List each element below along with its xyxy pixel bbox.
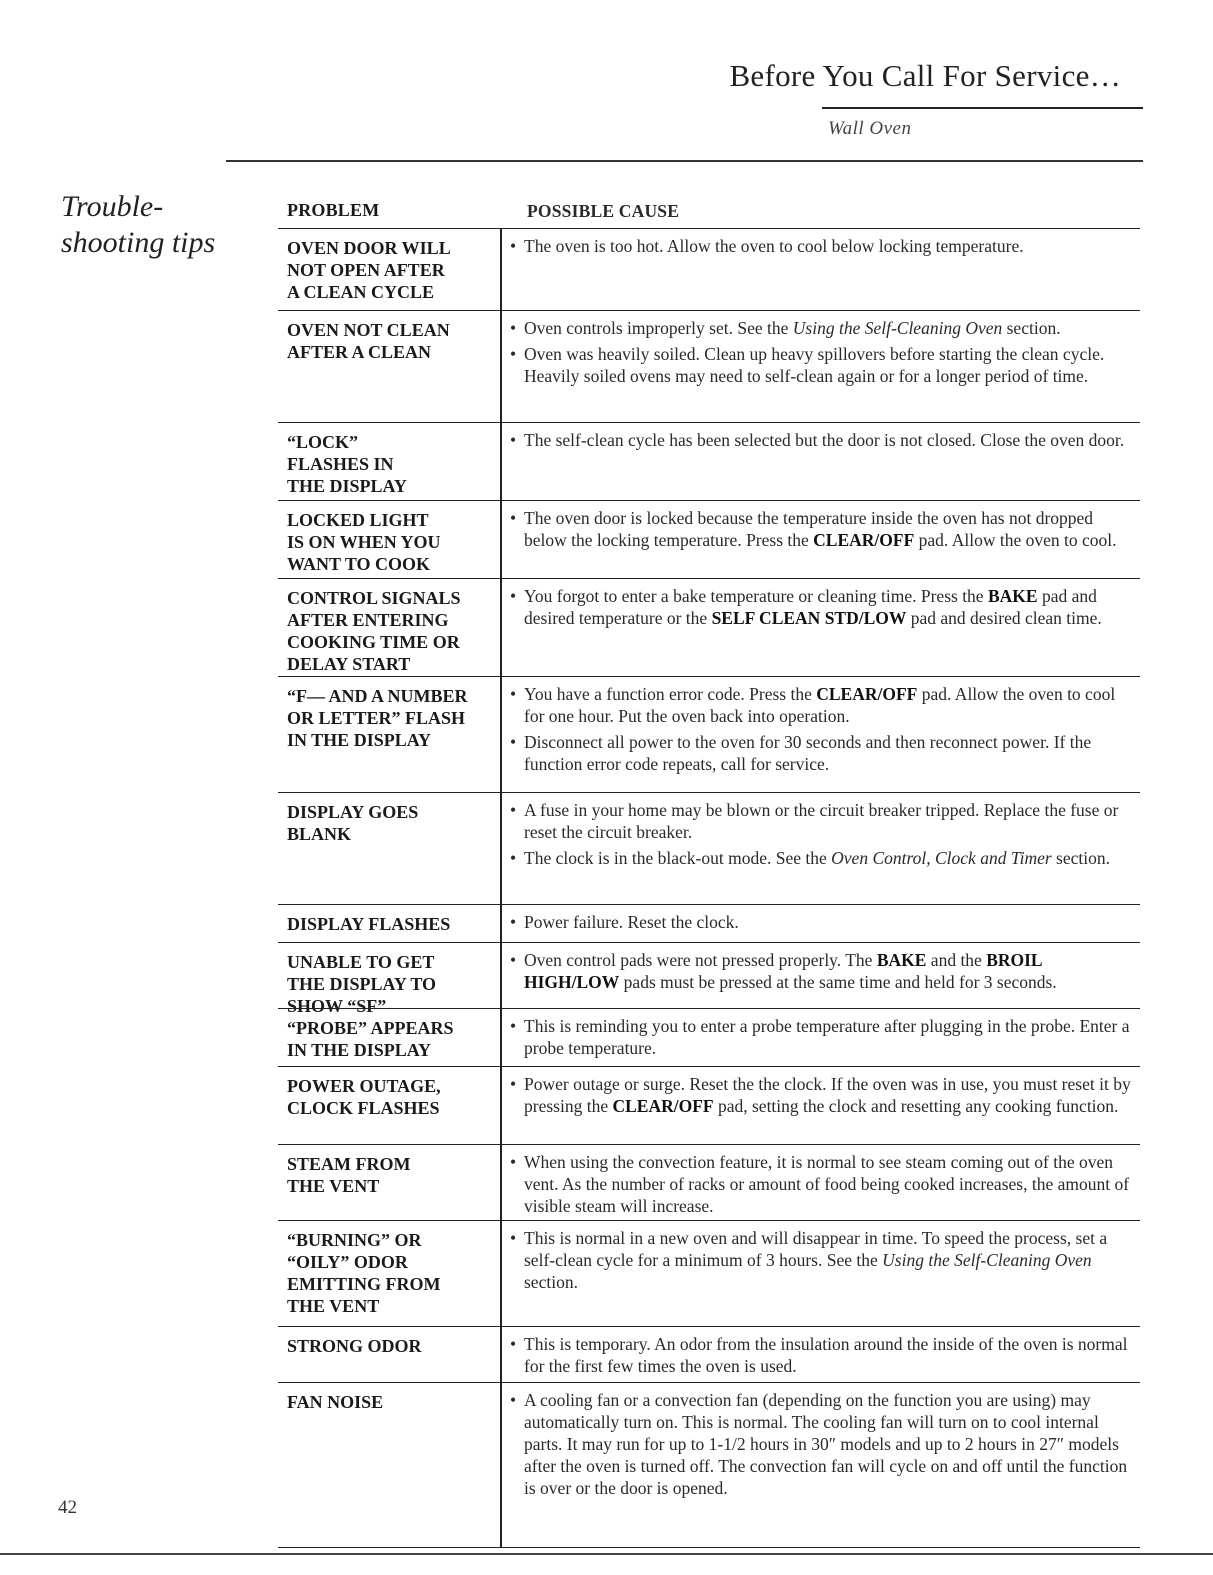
table-row <box>278 578 1140 676</box>
problem-label: “F— AND A NUMBER OR LETTER” FLASH IN THE DISPLAY <box>287 686 468 750</box>
bold-key-label: BAKE <box>987 586 1038 606</box>
cause-list <box>508 585 1133 633</box>
cause-item <box>508 949 1133 993</box>
bullet-icon: • <box>510 344 517 364</box>
cause-text: Oven control pads were not pressed properly. The <box>524 950 877 970</box>
bullet-icon: • <box>510 1228 517 1248</box>
cause-list <box>508 1227 1133 1297</box>
table-row <box>278 792 1140 904</box>
cause-list <box>508 317 1133 391</box>
problem-label: UNABLE TO GET THE DISPLAY TO SHOW “SF” <box>287 952 437 1016</box>
bullet-icon: • <box>510 684 517 704</box>
cause-text: and the <box>926 950 987 970</box>
cause-column-header: POSSIBLE CAUSE <box>527 201 680 221</box>
cause-item <box>508 585 1133 629</box>
table-row <box>278 1008 1140 1066</box>
problem-label: OVEN DOOR WILL NOT OPEN AFTER A CLEAN CYCLE <box>287 238 451 302</box>
cause-list <box>508 683 1133 779</box>
cause-list <box>508 507 1133 555</box>
problem-label: LOCKED LIGHT IS ON WHEN YOU WANT TO COOK <box>287 510 441 574</box>
cause-item <box>508 317 1133 339</box>
table-row <box>278 1144 1140 1220</box>
problem-label: OVEN NOT CLEAN AFTER A CLEAN <box>287 320 450 362</box>
table-row <box>278 1326 1140 1382</box>
cause-text: pad and desired temperature or the <box>524 586 1097 628</box>
italic-reference: Oven Control, Clock and Timer <box>831 848 1052 868</box>
bullet-icon: • <box>510 800 517 820</box>
cause-text: Power outage or surge. Reset the the clock. If the oven was in use, you must reset it by pressing the <box>524 1074 1131 1116</box>
cause-item <box>508 1151 1133 1217</box>
bullet-icon: • <box>510 1152 517 1172</box>
column-divider <box>500 793 502 904</box>
cause-list <box>508 949 1133 997</box>
top-divider <box>226 160 1143 162</box>
table-row <box>278 904 1140 942</box>
italic-reference: Using the Self-Cleaning Oven <box>792 318 1003 338</box>
cause-text: pads must be pressed at the same time and held for 3 seconds. <box>619 972 1057 992</box>
column-divider <box>500 1009 502 1066</box>
cause-text: This is reminding you to enter a probe temperature after plugging in the probe. Enter a probe temperature. <box>524 1016 1130 1058</box>
cause-item <box>508 1333 1133 1377</box>
cause-text: A fuse in your home may be blown or the circuit breaker tripped. Replace the fuse or reset the circuit breaker. <box>524 800 1119 842</box>
column-divider <box>500 501 502 578</box>
section-title <box>61 189 215 261</box>
cause-item <box>508 683 1133 727</box>
cause-text: section. <box>524 1272 578 1292</box>
column-divider <box>500 905 502 942</box>
cause-text: The self-clean cycle has been selected but the door is not closed. Close the oven door. <box>524 430 1125 450</box>
cause-list <box>508 1389 1133 1503</box>
bullet-icon: • <box>510 508 517 528</box>
problem-label: POWER OUTAGE, CLOCK FLASHES <box>287 1076 441 1118</box>
cause-item <box>508 731 1133 775</box>
problem-label: “LOCK” FLASHES IN THE DISPLAY <box>287 432 407 496</box>
cause-text: pad and desired clean time. <box>906 608 1102 628</box>
problem-label: STRONG ODOR <box>287 1336 422 1356</box>
cause-text: section. <box>1051 848 1110 868</box>
cause-item <box>508 507 1133 551</box>
bullet-icon: • <box>510 1016 517 1036</box>
cause-list <box>508 1151 1133 1221</box>
bullet-icon: • <box>510 732 517 752</box>
problem-label: CONTROL SIGNALS AFTER ENTERING COOKING TIME OR DELAY START <box>287 588 461 674</box>
table-row <box>278 500 1140 578</box>
table-row <box>278 676 1140 792</box>
cause-text: You forgot to enter a bake temperature or cleaning time. Press the <box>524 586 988 606</box>
cause-item <box>508 1073 1133 1117</box>
column-divider <box>500 1221 502 1326</box>
cause-text: A cooling fan or a convection fan (depending on the function you are using) may automatically turn on. This is normal. The cooling fan will turn on to cool internal parts. It may run for up to 1-1/2 hours in 30″ models and up to 2 hours in 27″ models after the oven is turned off. The convection fan will cycle on and off until the function is over or the door is opened. <box>524 1390 1128 1498</box>
bullet-icon: • <box>510 430 517 450</box>
bold-key-label: SELF CLEAN STD/LOW <box>711 608 907 628</box>
bullet-icon: • <box>510 1074 517 1094</box>
cause-list <box>508 429 1133 455</box>
column-divider <box>500 677 502 792</box>
bold-key-label: CLEAR/OFF <box>612 1096 714 1116</box>
problem-label: “PROBE” APPEARS IN THE DISPLAY <box>287 1018 454 1060</box>
bullet-icon: • <box>510 1334 517 1354</box>
cause-item <box>508 343 1133 387</box>
column-divider <box>500 423 502 500</box>
cause-text: The clock is in the black-out mode. See the <box>524 848 832 868</box>
cause-item <box>508 847 1133 869</box>
cause-item <box>508 1389 1133 1499</box>
column-divider <box>500 1383 502 1547</box>
cause-text: This is temporary. An odor from the insulation around the inside of the oven is normal for the first few times the oven is used. <box>524 1334 1128 1376</box>
bullet-icon: • <box>510 1390 517 1410</box>
column-divider <box>500 943 502 1008</box>
cause-list <box>508 799 1133 873</box>
table-row <box>278 1066 1140 1144</box>
cause-list <box>508 911 1133 937</box>
italic-reference: Using the Self-Cleaning Oven <box>882 1250 1092 1270</box>
bullet-icon: • <box>510 848 517 868</box>
cause-list <box>508 235 1133 261</box>
cause-text: The oven is too hot. Allow the oven to cool below locking temperature. <box>524 236 1024 256</box>
header-rule <box>822 107 1143 109</box>
cause-item <box>508 235 1133 257</box>
bullet-icon: • <box>510 950 517 970</box>
page-number: 42 <box>58 1497 77 1518</box>
cause-item <box>508 429 1133 451</box>
column-divider <box>500 1067 502 1144</box>
bottom-edge-rule <box>0 1553 1213 1555</box>
problem-column-header: PROBLEM <box>287 200 380 220</box>
column-divider <box>500 229 502 310</box>
table-row <box>278 942 1140 1016</box>
cause-text: Disconnect all power to the oven for 30 seconds and then reconnect power. If the function error code repeats, call for service. <box>524 732 1092 774</box>
cause-text: You have a function error code. Press the <box>524 684 817 704</box>
cause-text: pad. Allow the oven to cool for one hour. Put the oven back into operation. <box>524 684 1116 726</box>
table-row <box>278 310 1140 422</box>
bold-key-label: CLEAR/OFF <box>813 530 915 550</box>
column-divider <box>500 311 502 422</box>
bold-key-label: BAKE <box>876 950 927 970</box>
problem-label: FAN NOISE <box>287 1392 384 1412</box>
page-header-subtitle: Wall Oven <box>828 118 912 139</box>
cause-item <box>508 799 1133 843</box>
cause-text: section. <box>1002 318 1061 338</box>
bullet-icon: • <box>510 318 517 338</box>
cause-text: Power failure. Reset the clock. <box>524 912 739 932</box>
column-divider <box>500 1145 502 1220</box>
column-divider <box>500 1327 502 1382</box>
cause-item <box>508 1227 1133 1293</box>
cause-item <box>508 911 1133 933</box>
problem-label: DISPLAY GOES BLANK <box>287 802 419 844</box>
troubleshooting-table <box>278 228 1140 1548</box>
section-title-line1: Trouble- <box>61 190 164 223</box>
cause-item <box>508 1015 1133 1059</box>
bullet-icon: • <box>510 236 517 256</box>
table-row <box>278 1220 1140 1326</box>
cause-text: The oven door is locked because the temperature inside the oven has not dropped below the locking temperature. Press the <box>524 508 1094 550</box>
bullet-icon: • <box>510 586 517 606</box>
bold-key-label: BROIL HIGH/LOW <box>524 950 1042 992</box>
cause-text: When using the convection feature, it is normal to see steam coming out of the oven vent. As the number of racks or amount of food being cooked increases, the amount of visible steam will increase. <box>524 1152 1130 1216</box>
cause-text: pad. Allow the oven to cool. <box>914 530 1117 550</box>
cause-list <box>508 1333 1133 1381</box>
problem-label: STEAM FROM THE VENT <box>287 1154 411 1196</box>
cause-text: pad, setting the clock and resetting any cooking function. <box>713 1096 1119 1116</box>
cause-text: Oven controls improperly set. See the <box>524 318 793 338</box>
section-title-line2: shooting tips <box>61 226 216 259</box>
table-row <box>278 422 1140 500</box>
bullet-icon: • <box>510 912 517 932</box>
table-row <box>278 228 1140 310</box>
cause-list <box>508 1073 1133 1121</box>
table-row <box>278 1382 1140 1548</box>
bold-key-label: CLEAR/OFF <box>816 684 918 704</box>
problem-label: “BURNING” OR “OILY” ODOR EMITTING FROM THE VENT <box>287 1230 441 1316</box>
cause-list <box>508 1015 1133 1063</box>
cause-text: This is normal in a new oven and will disappear in time. To speed the process, set a self-clean cycle for a minimum of 3 hours. See the <box>524 1228 1108 1270</box>
cause-text: Oven was heavily soiled. Clean up heavy spillovers before starting the clean cycle. Heavily soiled ovens may need to self-clean again or for a longer period of time. <box>524 344 1105 386</box>
page-header-title: Before You Call For Service… <box>729 58 1121 93</box>
column-divider <box>500 579 502 676</box>
problem-label: DISPLAY FLASHES <box>287 914 451 934</box>
